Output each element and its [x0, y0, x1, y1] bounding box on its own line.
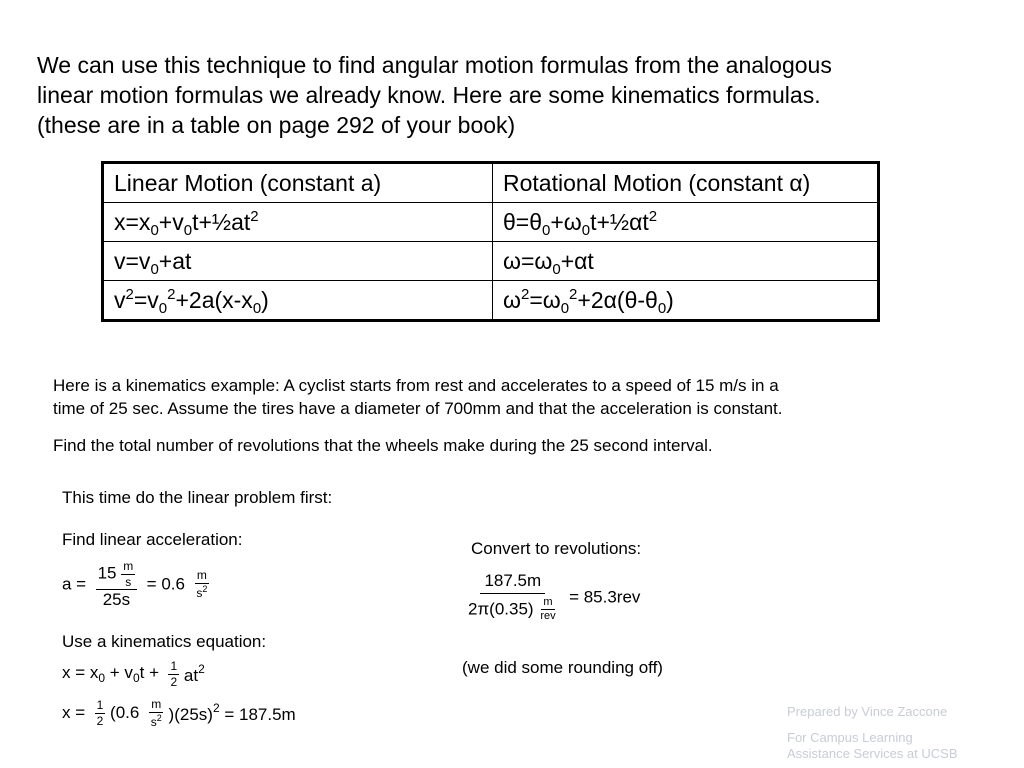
table-row [103, 281, 879, 321]
distance-equation: x = $\frac{1}{2}$ (0.6 $\frac{m}{s^2}$ )$(25s)^2 = 187.5m$ [62, 697, 296, 729]
prepared-by-credit: Prepared by Vince Zaccone [787, 704, 948, 719]
formula-linear-velocity-squared: $v^2=v_0^2+2a(x-x_0)$ [103, 281, 493, 321]
formula-linear-position: $x=x_0+v_0t+\frac{1}{2}at^2$ [103, 203, 493, 242]
example-line-2: time of 25 sec. Assume the tires have a diameter of 700mm and that the acceleration is constant. [53, 399, 783, 418]
rounding-note: (we did some rounding off) [462, 658, 663, 677]
campus-credit-line-2: Assistance Services at UCSB [787, 746, 958, 761]
header-linear: Linear Motion (constant a) [103, 163, 493, 203]
intro-line-2: linear motion formulas we already know. Here are some kinematics formulas. [37, 82, 821, 108]
convert-label: Convert to revolutions: [471, 539, 642, 558]
intro-paragraph [37, 50, 987, 140]
revolutions-equation: 187.5m 2π(0.35) $\frac{m}{\text{rev}}$ = 85.3rev [468, 571, 641, 623]
example-question: Find the total number of revolutions that the wheels make during the 25 second interval. [53, 436, 713, 455]
intro-line-3: (these are in a table on page 292 of your book) [37, 112, 516, 138]
campus-credit-line-1: For Campus Learning [787, 730, 913, 745]
table-header-row [103, 163, 879, 203]
kinematics-table [101, 161, 880, 322]
linear-first-note: This time do the linear problem first: [62, 488, 333, 507]
formula-rotational-velocity: $\omega=\omega_0+\alpha t$ [493, 242, 879, 281]
acceleration-equation: a = 15 $\frac{m}{s}$ 25s = 0.6 $\frac{m}{s^2}$ [62, 559, 208, 610]
header-rotational: Rotational Motion (constant α) [493, 163, 879, 203]
use-kinematics-label: Use a kinematics equation: [62, 632, 267, 651]
example-paragraph [53, 374, 783, 420]
example-line-1: Here is a kinematics example: A cyclist starts from rest and accelerates to a speed of 15 m/s in a [53, 376, 779, 395]
find-acceleration-label: Find linear acceleration: [62, 530, 243, 549]
table-row [103, 203, 879, 242]
formula-linear-velocity: $v=v_0+at$ [103, 242, 493, 281]
intro-line-1: We can use this technique to find angular motion formulas from the analogous [37, 52, 832, 78]
formula-rotational-velocity-squared: $\omega^2=\omega_0^2+2\alpha(\theta-\theta_0)$ [493, 281, 879, 321]
kinematics-equation: $x = x_0 + v_0t$ + $\frac{1}{2}$ $at^2$ [62, 659, 205, 689]
campus-credit [787, 730, 958, 762]
table-row [103, 242, 879, 281]
formula-rotational-position: $\theta=\theta_0+\omega_0t+\frac{1}{2}\alpha t^2$ [493, 203, 879, 242]
